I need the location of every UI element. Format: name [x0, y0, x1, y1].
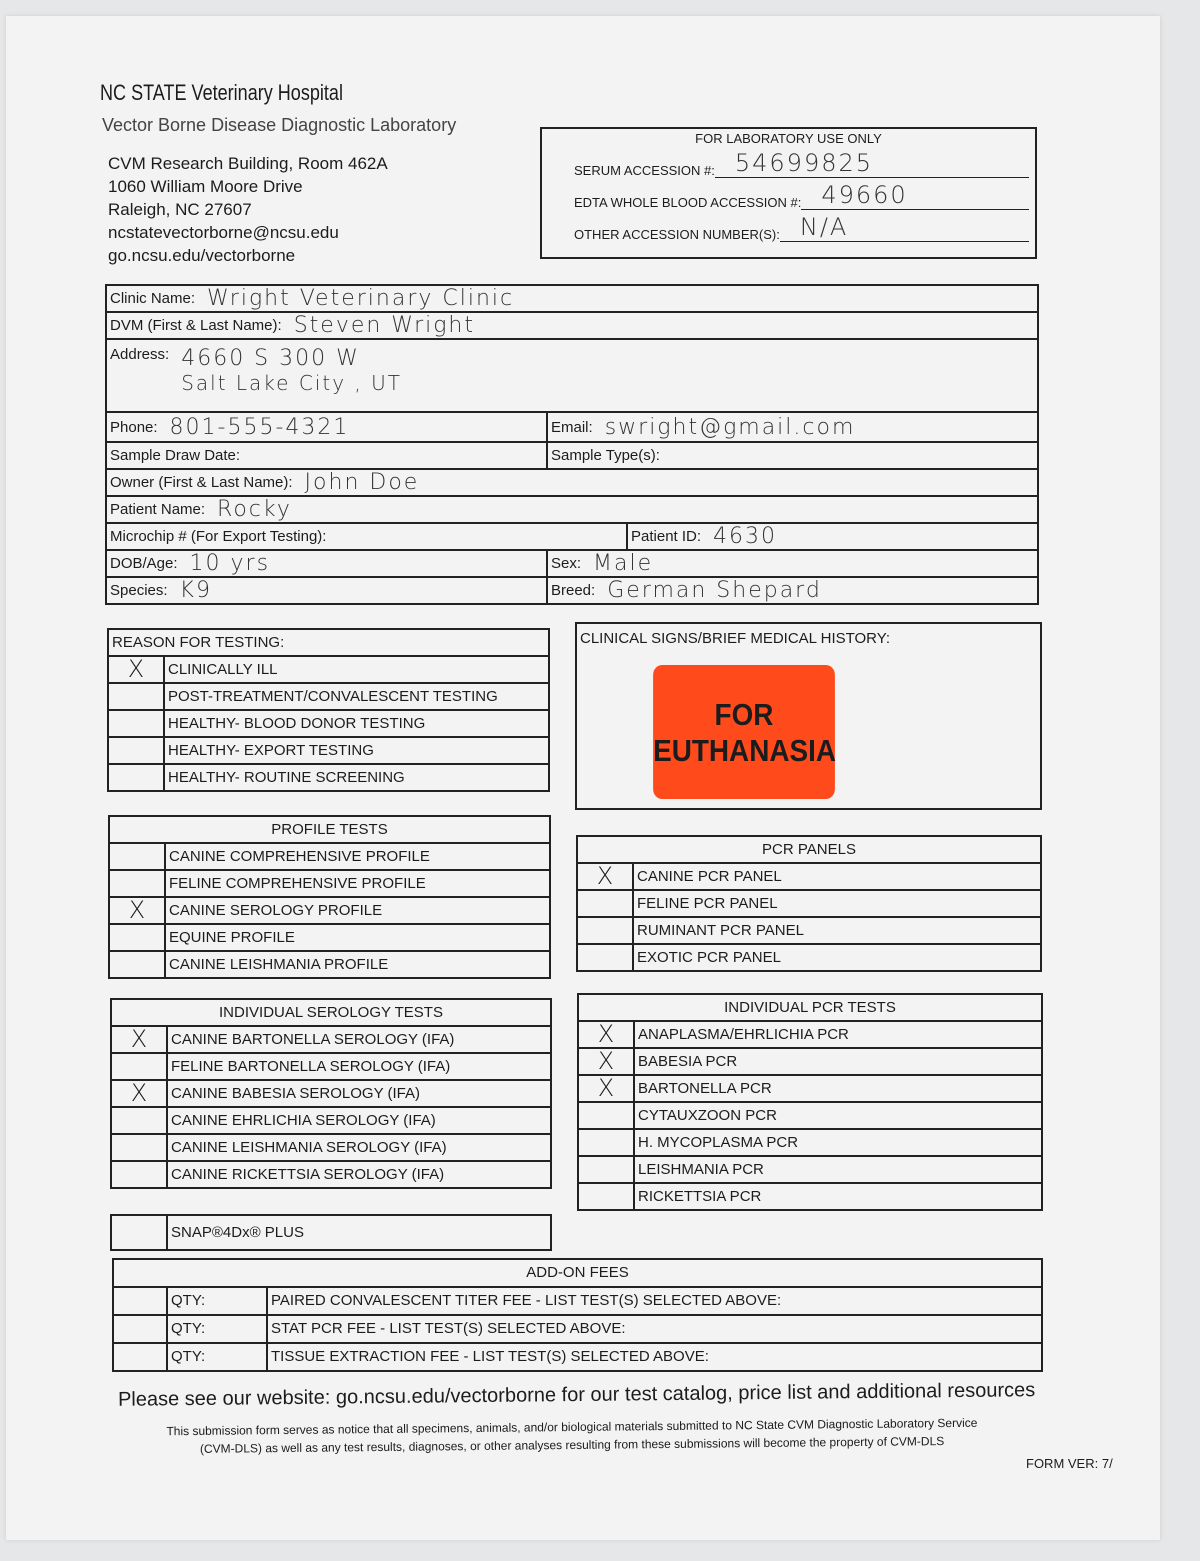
- checkbox[interactable]: X: [579, 1049, 635, 1074]
- checklist-row: [579, 1049, 1041, 1076]
- checklist-row: [110, 871, 549, 898]
- profile-tests: [108, 815, 551, 979]
- checklist-row: [109, 684, 548, 711]
- species-label: Species:: [110, 582, 168, 599]
- checklist-label: CANINE LEISHMANIA SEROLOGY (IFA): [171, 1139, 447, 1156]
- patient-name-field[interactable]: Rocky: [217, 497, 292, 522]
- checklist-row: [112, 1135, 550, 1162]
- checkbox[interactable]: [110, 844, 166, 869]
- checkbox[interactable]: [112, 1135, 168, 1160]
- checklist-row: [579, 1157, 1041, 1184]
- checklist-row: [579, 1130, 1041, 1157]
- email-label: Email:: [551, 418, 593, 436]
- checklist-row: [579, 1076, 1041, 1103]
- checklist-label: HEALTHY- ROUTINE SCREENING: [168, 769, 405, 786]
- checklist-label: ANAPLASMA/EHRLICHIA PCR: [638, 1026, 849, 1043]
- edta-label: EDTA WHOLE BLOOD ACCESSION #:: [574, 195, 802, 210]
- address-line: Raleigh, NC 27607: [108, 200, 252, 219]
- checkbox[interactable]: X: [110, 898, 166, 923]
- draw-date-label: Sample Draw Date:: [110, 447, 241, 464]
- checklist-label: CANINE EHRLICHIA SEROLOGY (IFA): [171, 1112, 436, 1129]
- euthanasia-sticker: [653, 665, 835, 799]
- address-label: Address:: [110, 346, 170, 363]
- checklist-label: HEALTHY- BLOOD DONOR TESTING: [168, 715, 426, 732]
- clinic-field[interactable]: Wright Veterinary Clinic: [207, 286, 515, 311]
- checklist-row: [110, 898, 549, 925]
- checklist-label: CANINE PCR PANEL: [637, 868, 782, 885]
- addon-title: ADD-ON FEES: [526, 1264, 629, 1281]
- checkbox[interactable]: X: [112, 1027, 168, 1052]
- breed-field[interactable]: German Shepard: [607, 578, 822, 603]
- checkbox[interactable]: X: [579, 1076, 635, 1101]
- checkbox[interactable]: X: [109, 657, 165, 682]
- checkbox[interactable]: [578, 918, 634, 943]
- checklist-label: EQUINE PROFILE: [169, 929, 295, 946]
- lab-use-box: [540, 127, 1037, 259]
- checklist-row: [109, 738, 548, 765]
- clinic-label: Clinic Name:: [110, 290, 196, 307]
- form-version: FORM VER: 7/: [1026, 1456, 1113, 1471]
- checkbox[interactable]: [110, 925, 166, 950]
- checkbox[interactable]: [579, 1130, 635, 1155]
- breed-label: Breed:: [551, 582, 596, 599]
- checkbox[interactable]: [112, 1216, 168, 1249]
- checklist-label: LEISHMANIA PCR: [638, 1161, 764, 1178]
- qty-field[interactable]: QTY:: [168, 1316, 268, 1342]
- checklist-row: [112, 1027, 550, 1054]
- owner-label: Owner (First & Last Name):: [110, 474, 293, 491]
- checklist-row: [578, 891, 1040, 918]
- owner-field[interactable]: John Doe: [304, 470, 420, 495]
- checklist-label: H. MYCOPLASMA PCR: [638, 1134, 799, 1151]
- notice-line: (CVM-DLS) as well as any test results, diagnoses, or other analyses resulting from these submissions will become the property of CVM-DLS: [199, 1434, 945, 1456]
- notice-line: This submission form serves as notice that all specimens, animals, and/or biological materials submitted to NC State CVM Diagnostic Laboratory Service: [166, 1415, 978, 1439]
- snap-test: [110, 1214, 552, 1251]
- reason-for-testing: [107, 628, 550, 792]
- checklist-row: [112, 1108, 550, 1135]
- checklist-row: [109, 657, 548, 684]
- checklist-label: BABESIA PCR: [638, 1053, 738, 1070]
- checkbox[interactable]: [578, 945, 634, 970]
- checklist-row: [109, 765, 548, 790]
- pcr-panels-title: PCR PANELS: [578, 837, 1040, 864]
- reason-title: REASON FOR TESTING:: [109, 630, 548, 657]
- address-field[interactable]: [169, 346, 402, 395]
- email-field[interactable]: swright@gmail.com: [604, 414, 856, 440]
- phone-field[interactable]: 801-555-4321: [169, 414, 350, 440]
- patient-info-table: [105, 284, 1039, 605]
- sex-label: Sex:: [551, 555, 582, 572]
- addon-label: PAIRED CONVALESCENT TITER FEE - LIST TEST(S) SELECTED ABOVE:: [271, 1292, 782, 1309]
- species-field[interactable]: K9: [179, 578, 212, 603]
- clinical-title: CLINICAL SIGNS/BRIEF MEDICAL HISTORY:: [580, 630, 891, 647]
- qty-field[interactable]: QTY:: [168, 1288, 268, 1314]
- dob-label: DOB/Age:: [110, 555, 178, 572]
- addon-label: TISSUE EXTRACTION FEE - LIST TEST(S) SELECTED ABOVE:: [271, 1348, 709, 1365]
- checklist-label: HEALTHY- EXPORT TESTING: [168, 742, 374, 759]
- checklist-row: [110, 844, 549, 871]
- microchip-label: Microchip # (For Export Testing):: [110, 528, 327, 545]
- checkbox[interactable]: X: [112, 1081, 168, 1106]
- checklist-row: [112, 1054, 550, 1081]
- pcr-panels: [576, 835, 1042, 972]
- checkbox[interactable]: [579, 1184, 635, 1209]
- checklist-row: [579, 1022, 1041, 1049]
- checklist-row: [578, 945, 1040, 970]
- lab-email: ncstatevectorborne@ncsu.edu: [108, 223, 339, 242]
- checklist-label: CANINE BARTONELLA SEROLOGY (IFA): [171, 1031, 455, 1048]
- address-line-1: 4660 S 300 W: [181, 346, 360, 371]
- sex-field[interactable]: Male: [593, 551, 654, 576]
- checklist-label: CANINE LEISHMANIA PROFILE: [169, 956, 389, 973]
- add-on-fees: [112, 1258, 1043, 1372]
- checklist-row: [112, 1216, 550, 1249]
- individual-pcr-tests: [577, 993, 1043, 1211]
- lab-subtitle: Vector Borne Disease Diagnostic Laboratory: [102, 115, 457, 135]
- serum-label: SERUM ACCESSION #:: [574, 163, 715, 178]
- sticker-line-1: FOR: [714, 697, 774, 732]
- checkbox[interactable]: [579, 1103, 635, 1128]
- checklist-label: FELINE COMPREHENSIVE PROFILE: [169, 875, 426, 892]
- checklist-row: [578, 918, 1040, 945]
- checklist-label: CANINE BABESIA SEROLOGY (IFA): [171, 1085, 420, 1102]
- checklist-row: [109, 711, 548, 738]
- website-notice: Please see our website: go.ncsu.edu/vectorborne for our test catalog, price list and additional resources: [117, 1379, 1036, 1411]
- qty-field[interactable]: QTY:: [168, 1344, 268, 1370]
- checklist-row: [579, 1103, 1041, 1130]
- dvm-field[interactable]: Steven Wright: [293, 313, 475, 338]
- checkbox[interactable]: [109, 765, 165, 790]
- address-line: 1060 William Moore Drive: [108, 177, 303, 196]
- phone-label: Phone:: [110, 418, 158, 436]
- checkbox[interactable]: [112, 1162, 168, 1187]
- checklist-label: FELINE BARTONELLA SEROLOGY (IFA): [171, 1058, 451, 1075]
- pcr-tests-title: INDIVIDUAL PCR TESTS: [579, 995, 1041, 1022]
- patient-id-field[interactable]: 4630: [713, 524, 778, 549]
- checklist-row: [112, 1081, 550, 1108]
- checkbox[interactable]: [109, 684, 165, 709]
- checklist-label: CANINE SEROLOGY PROFILE: [169, 902, 383, 919]
- checkbox[interactable]: [112, 1108, 168, 1133]
- checkbox[interactable]: X: [579, 1022, 635, 1047]
- addon-row: [114, 1342, 1041, 1370]
- checkbox[interactable]: [110, 952, 166, 977]
- checklist-row: [110, 925, 549, 952]
- checklist-row: [578, 864, 1040, 891]
- lab-address: [108, 152, 388, 267]
- patient-name-label: Patient Name:: [110, 501, 206, 518]
- serology-title: INDIVIDUAL SEROLOGY TESTS: [112, 1000, 550, 1027]
- patient-id-label: Patient ID:: [631, 528, 702, 545]
- checkbox[interactable]: [110, 871, 166, 896]
- address-line: CVM Research Building, Room 462A: [108, 154, 388, 173]
- profile-title: PROFILE TESTS: [110, 817, 549, 844]
- checkbox[interactable]: X: [578, 864, 634, 889]
- lab-website: go.ncsu.edu/vectorborne: [108, 246, 296, 265]
- checkbox[interactable]: [109, 738, 165, 763]
- checklist-label: EXOTIC PCR PANEL: [637, 949, 781, 966]
- lab-use-title: FOR LABORATORY USE ONLY: [695, 131, 882, 146]
- checklist-row: [112, 1162, 550, 1187]
- checklist-label: RUMINANT PCR PANEL: [637, 922, 804, 939]
- checkbox[interactable]: [112, 1054, 168, 1079]
- checklist-label: CANINE RICKETTSIA SEROLOGY (IFA): [171, 1166, 445, 1183]
- individual-serology-tests: [110, 998, 552, 1189]
- checklist-label: FELINE PCR PANEL: [637, 895, 778, 912]
- checklist-label: CANINE COMPREHENSIVE PROFILE: [169, 848, 430, 865]
- addon-row: [114, 1286, 1041, 1314]
- dob-field[interactable]: 10 yrs: [189, 551, 271, 576]
- edta-accession-field[interactable]: 49660: [801, 181, 1029, 210]
- sticker-line-2: EUTHANASIA: [653, 733, 837, 768]
- checklist-row: [110, 952, 549, 977]
- checkbox[interactable]: [109, 711, 165, 736]
- addon-row: [114, 1314, 1041, 1342]
- checklist-label: POST-TREATMENT/CONVALESCENT TESTING: [168, 688, 498, 705]
- checklist-row: [579, 1184, 1041, 1209]
- checklist-label: RICKETTSIA PCR: [638, 1188, 762, 1205]
- other-accession-field[interactable]: N/A: [780, 213, 1029, 242]
- hospital-title: NC STATE Veterinary Hospital: [100, 80, 343, 105]
- checklist-label: BARTONELLA PCR: [638, 1080, 772, 1097]
- checklist-label: SNAP®4Dx® PLUS: [171, 1224, 304, 1241]
- sample-type-label: Sample Type(s):: [551, 447, 660, 464]
- checkbox[interactable]: [579, 1157, 635, 1182]
- other-label: OTHER ACCESSION NUMBER(S):: [574, 227, 780, 242]
- serum-accession-field[interactable]: 54699825: [715, 149, 1029, 178]
- dvm-label: DVM (First & Last Name):: [110, 317, 282, 334]
- checkbox[interactable]: [578, 891, 634, 916]
- addon-label: STAT PCR FEE - LIST TEST(S) SELECTED ABOVE:: [271, 1320, 626, 1337]
- checklist-label: CLINICALLY ILL: [168, 661, 278, 678]
- checklist-label: CYTAUXZOON PCR: [638, 1107, 777, 1124]
- address-line-2: Salt Lake City , UT: [181, 371, 402, 395]
